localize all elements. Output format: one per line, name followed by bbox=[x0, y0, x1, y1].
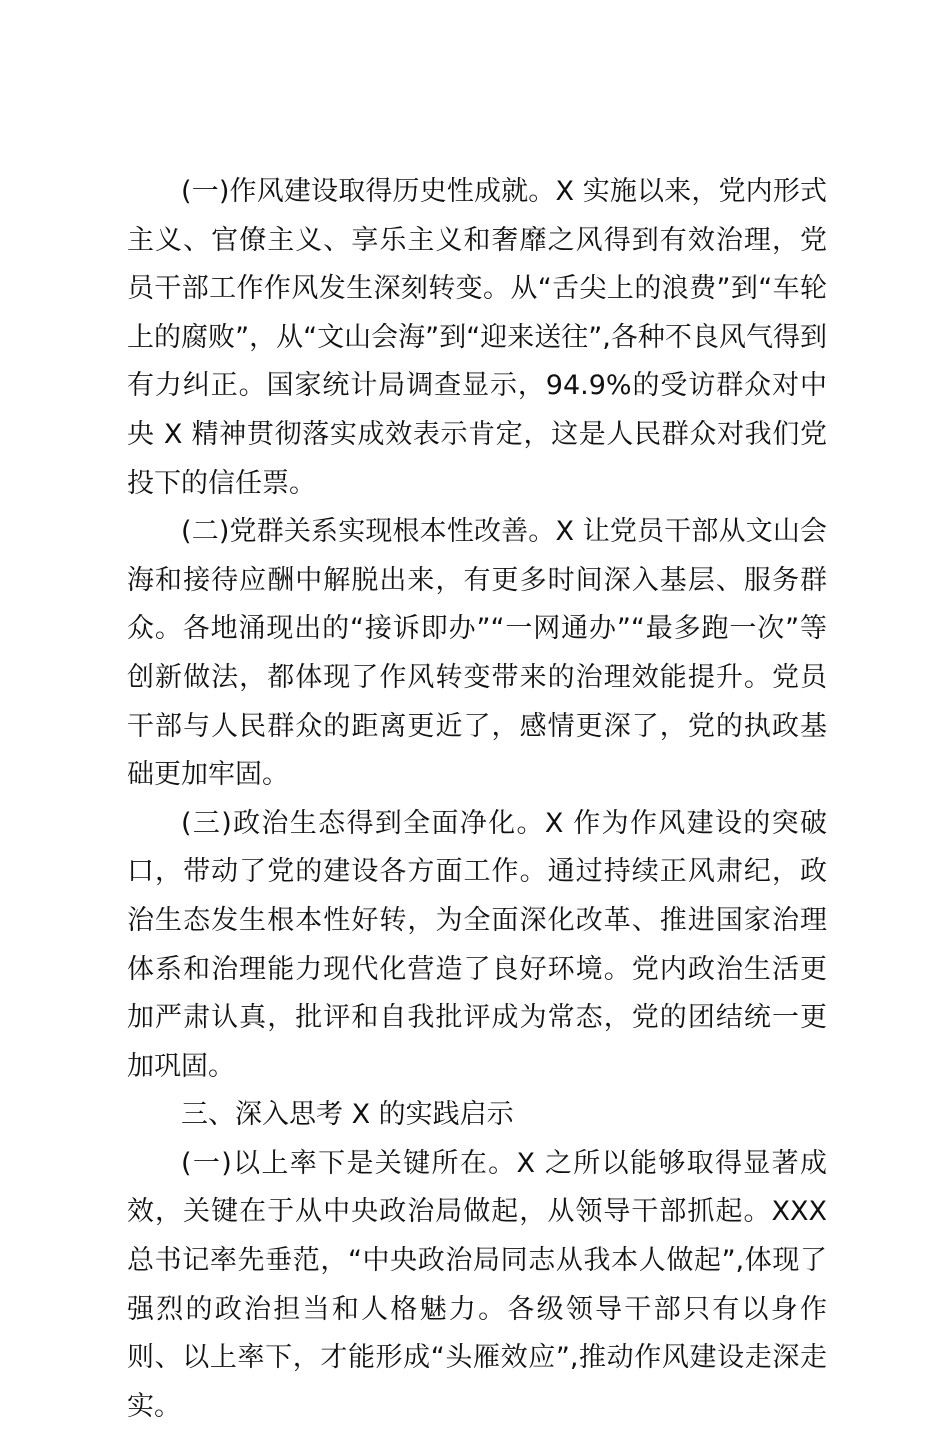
paragraph-lead-by-example: (一)以上率下是关键所在。X 之所以能够取得显著成效，关键在于从中央政治局做起，从领导干部抓起。XXX 总书记率先垂范，“中央政治局同志从我本人做起”,体现了强烈的政治担当和人格魅力。各级领导干部只有以身作则、以上率下，才能形成“头雁效应”,推动作风建设走深走实。 bbox=[127, 1147, 827, 1422]
paragraph-party-masses-relations: (二)党群关系实现根本性改善。X 让党员干部从文山会海和接待应酬中解脱出来，有更多时间深入基层、服务群众。各地涌现出的“接诉即办”“一网通办”“最多跑一次”等创新做法，都体现了作风转变带来的治理效能提升。党员干部与人民群众的距离更近了，感情更深了，党的执政基础更加牢固。 bbox=[127, 516, 827, 791]
document-body bbox=[127, 168, 827, 1431]
paragraph-political-ecology: (三)政治生态得到全面净化。X 作为作风建设的突破口，带动了党的建设各方面工作。通过持续正风肃纪，政治生态发生根本性好转，为全面深化改革、推进国家治理体系和治理能力现代化营造了良好环境。党内政治生活更加严肃认真，批评和自我批评成为常态，党的团结统一更加巩固。 bbox=[127, 807, 827, 1082]
section-heading-practical-insights: 三、深入思考 X 的实践启示 bbox=[181, 1099, 514, 1131]
paragraph-style-achievement: (一)作风建设取得历史性成就。X 实施以来，党内形式主义、官僚主义、享乐主义和奢靡之风得到有效治理，党员干部工作作风发生深刻转变。从“舌尖上的浪费”到“车轮上的腐败”，从“文山会海”到“迎来送往”,各种不良风气得到有力纠正。国家统计局调查显示，94.9%的受访群众对中央 X 精神贯彻落实成效表示肯定，这是人民群众对我们党投下的信任票。 bbox=[127, 176, 827, 499]
